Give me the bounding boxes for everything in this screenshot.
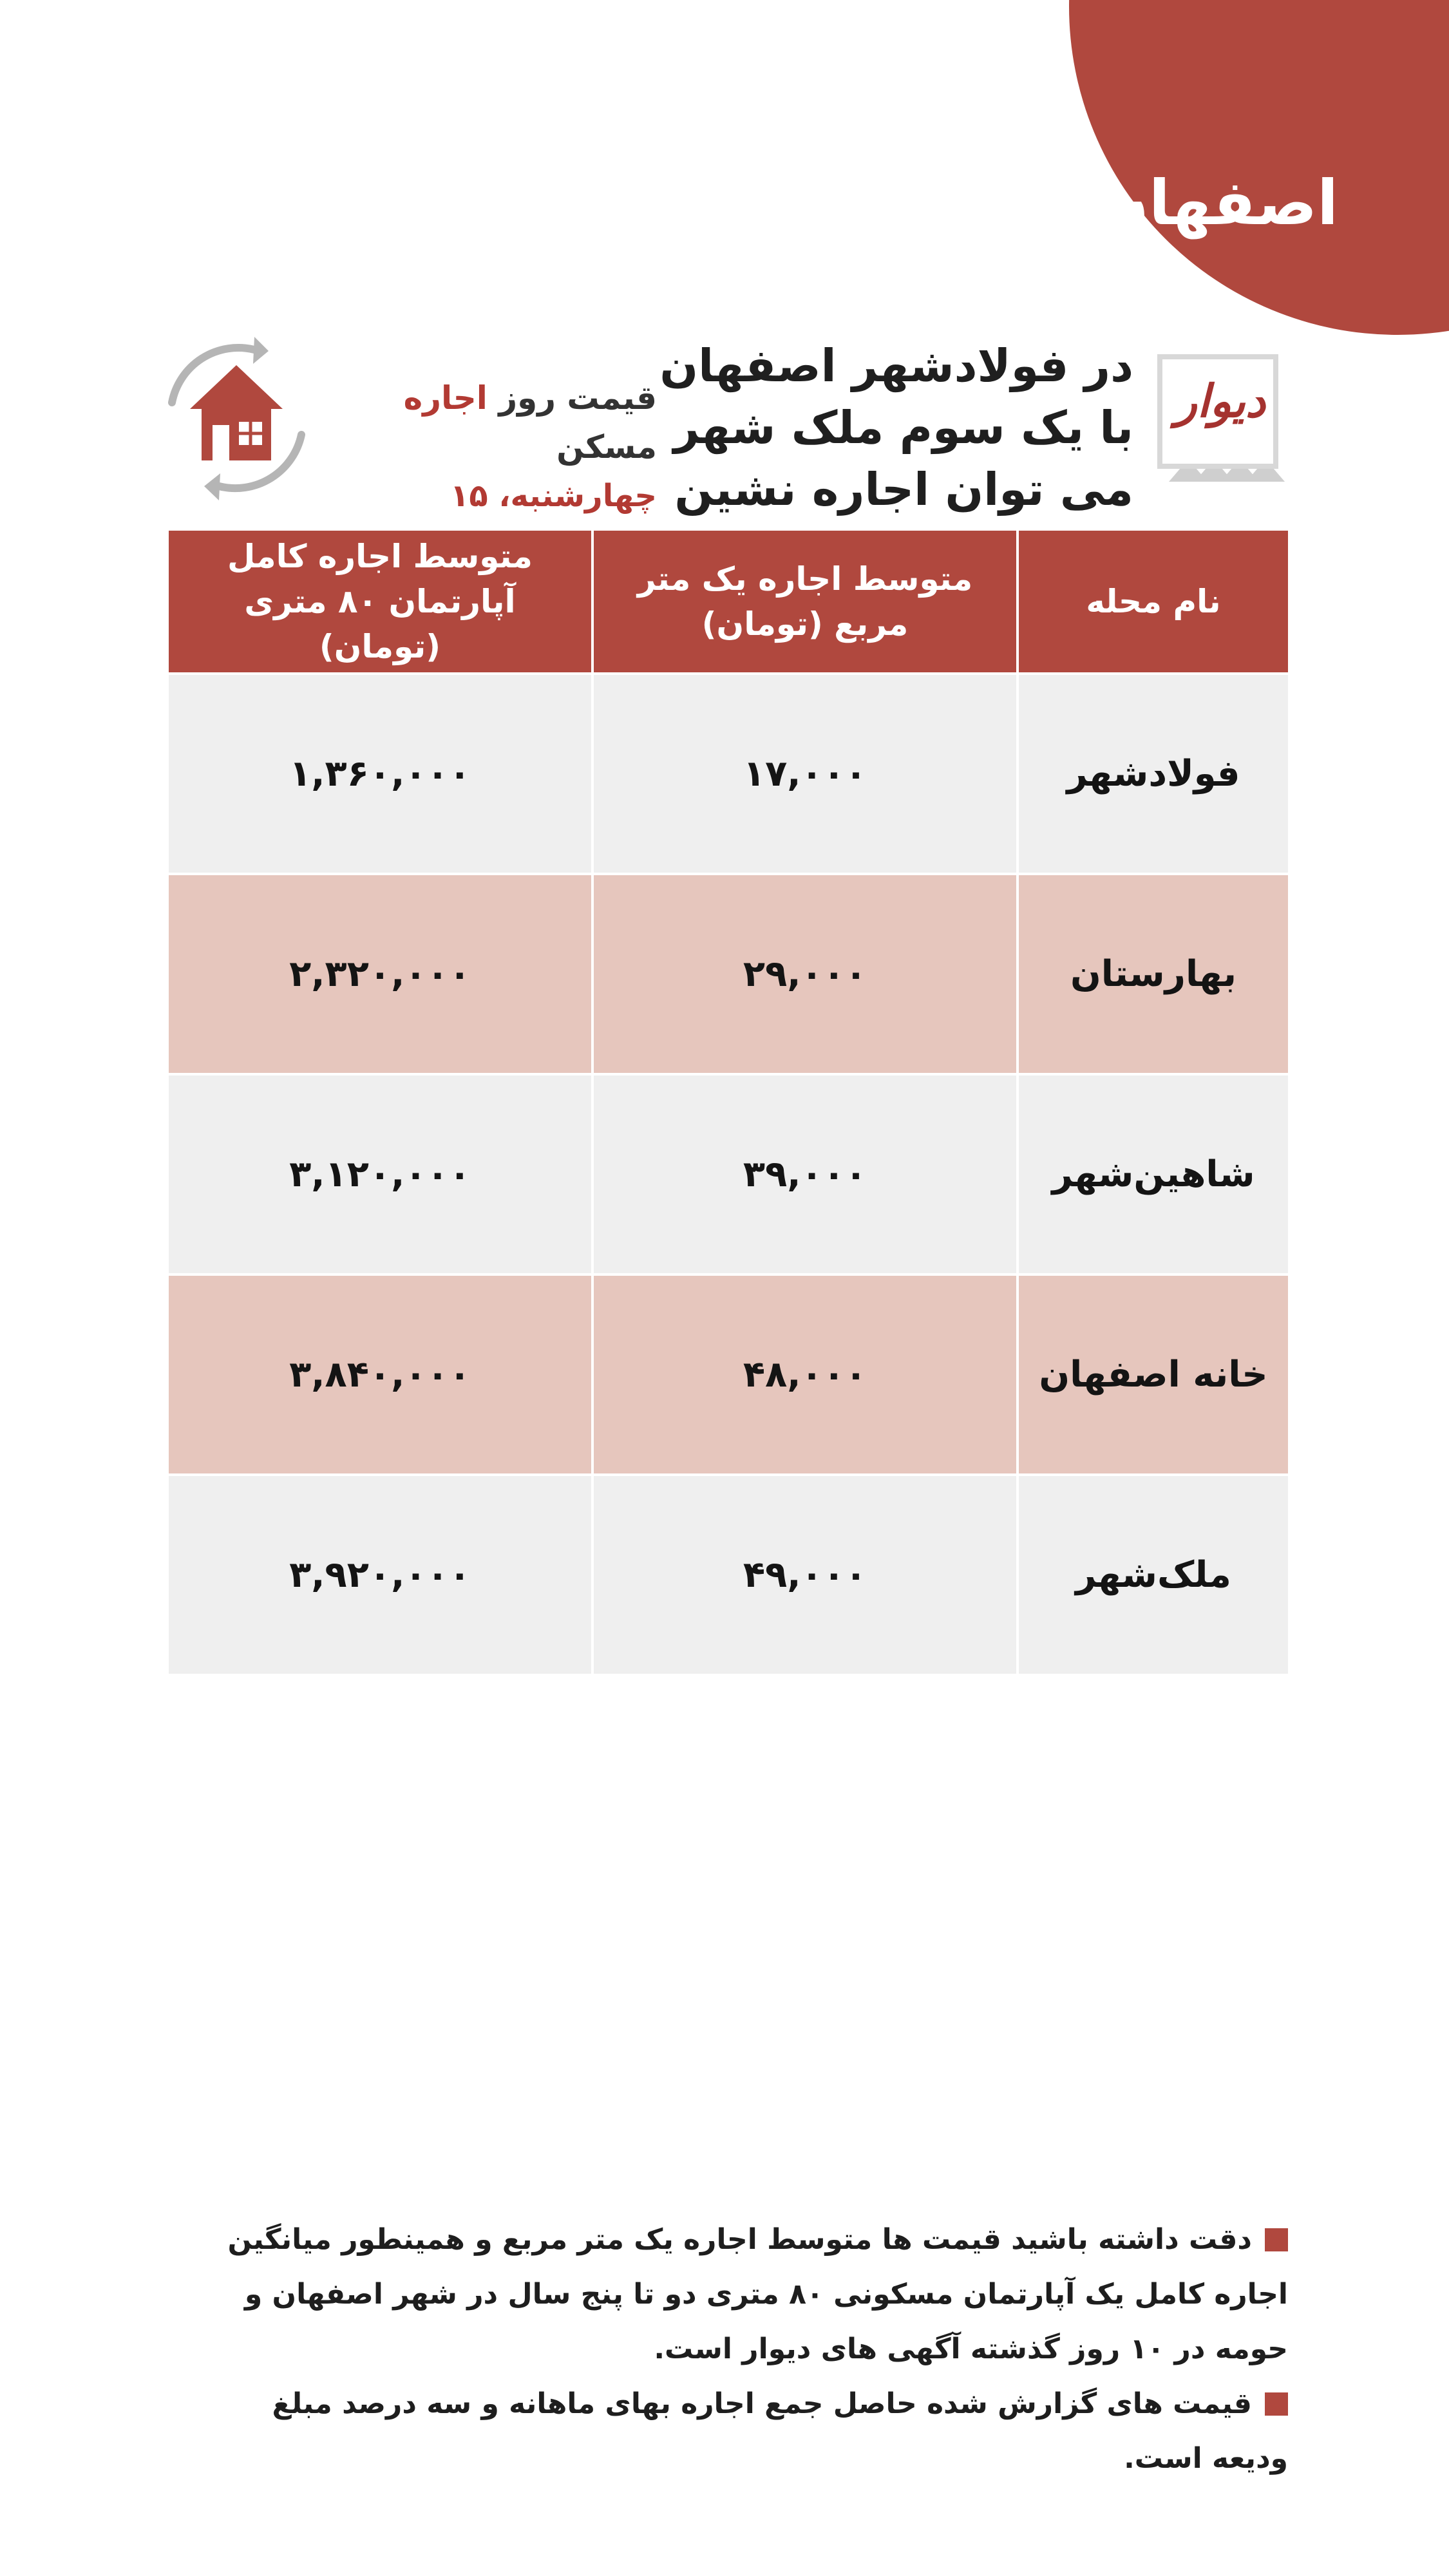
cell-full-rent: ۲,۳۲۰,۰۰۰ <box>167 874 592 1074</box>
cell-per-sqm: ۳۹,۰۰۰ <box>592 1074 1018 1274</box>
subtitle-date: چهارشنبه، ۱۵ <box>450 478 657 514</box>
cell-neighborhood: بهارستان <box>1018 874 1289 1074</box>
table-row <box>167 874 1289 1074</box>
header-full-rent: متوسط اجاره کامل آپارتمان ۸۰ متری (تومان) <box>167 529 592 674</box>
cell-full-rent: ۱,۳۶۰,۰۰۰ <box>167 674 592 874</box>
divar-logo <box>1156 353 1285 482</box>
subtitle-prefix: قیمت روز <box>498 379 657 417</box>
header-per-sqm: متوسط اجاره یک متر مربع (تومان) <box>592 529 1018 674</box>
subtitle-suffix: مسکن <box>556 428 657 466</box>
subtitle-line <box>322 374 657 471</box>
cell-full-rent: ۳,۹۲۰,۰۰۰ <box>167 1475 592 1675</box>
square-bullet-icon <box>1265 2228 1288 2251</box>
cell-neighborhood: فولادشهر <box>1018 674 1289 874</box>
square-bullet-icon <box>1265 2392 1288 2416</box>
table-row <box>167 1475 1289 1675</box>
table-row <box>167 674 1289 874</box>
divar-logo-text: دیوار <box>1175 375 1266 428</box>
cell-neighborhood: شاهین‌شهر <box>1018 1074 1289 1274</box>
footnote <box>213 2212 1288 2376</box>
rent-table <box>166 528 1288 1676</box>
footnote-text: دقت داشته باشید قیمت ها متوسط اجاره یک متر مربع و همینطور میانگین اجاره کامل یک آپارتمان مسکونی ۸۰ متری دو تا پنج سال در شهر اصفهان و حومه در ۱۰ روز گذشته آگهی های دیوار است. <box>227 2223 1288 2365</box>
table-row <box>167 1274 1289 1475</box>
headline: در فولادشهر اصفهان با یک سوم ملک شهر می توان اجاره نشین <box>659 339 1133 516</box>
house-refresh-icon <box>158 332 316 506</box>
header-neighborhood: نام محله <box>1018 529 1289 674</box>
footnotes <box>213 2212 1288 2486</box>
cell-per-sqm: ۴۹,۰۰۰ <box>592 1475 1018 1675</box>
cell-neighborhood: ملک‌شهر <box>1018 1475 1289 1675</box>
cell-full-rent: ۳,۸۴۰,۰۰۰ <box>167 1274 592 1475</box>
footnote-text: قیمت های گزارش شده حاصل جمع اجاره بهای ماهانه و سه درصد مبلغ ودیعه است. <box>272 2387 1288 2475</box>
cell-per-sqm: ۱۷,۰۰۰ <box>592 674 1018 874</box>
cell-full-rent: ۳,۱۲۰,۰۰۰ <box>167 1074 592 1274</box>
footnote <box>213 2376 1288 2486</box>
city-title: اصفهان <box>1095 167 1339 239</box>
cell-neighborhood: خانه اصفهان <box>1018 1274 1289 1475</box>
cell-per-sqm: ۲۹,۰۰۰ <box>592 874 1018 1074</box>
table-row <box>167 1074 1289 1274</box>
subtitle-accent: اجاره <box>403 379 488 417</box>
cell-per-sqm: ۴۸,۰۰۰ <box>592 1274 1018 1475</box>
